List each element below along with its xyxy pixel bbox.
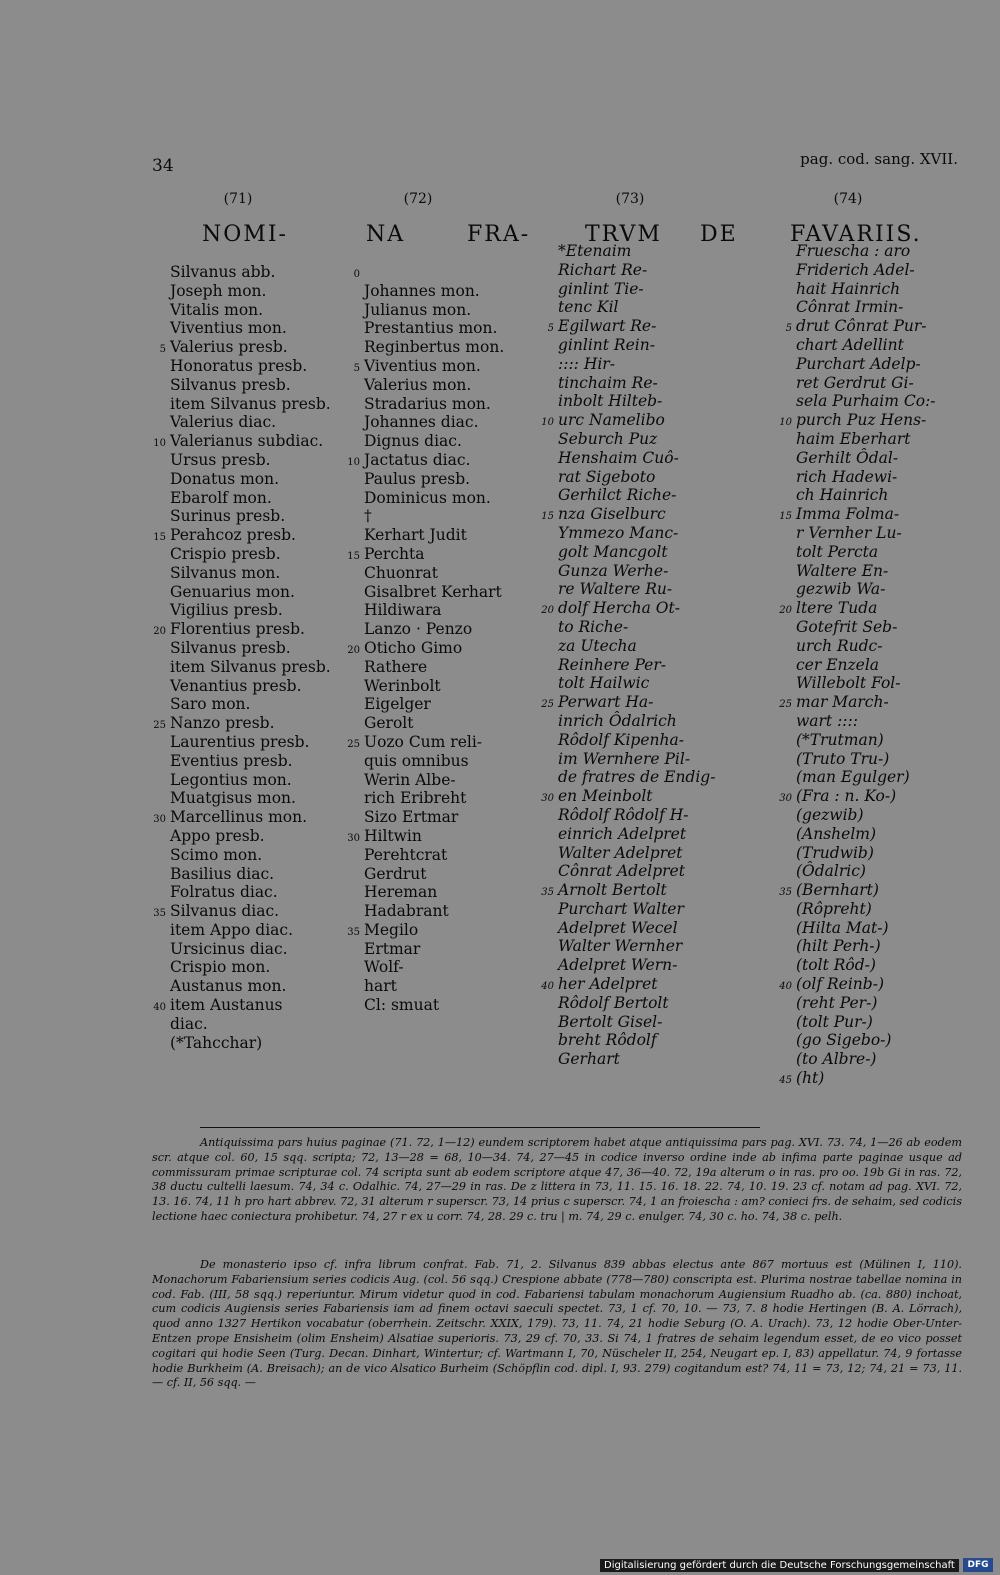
col71-line: Vigilius presb. [170,601,283,620]
col73-line: Gunza Werhe- [558,561,669,580]
col71-line: Appo presb. [170,826,265,845]
critical-notes-text: Antiquissima pars huius paginae (71. 72, 1—12) eundem scriptorem habet atque antiquissima pars pag. XVI. 73. 74, 1—26 ab eodem scr. atque col. 60, 15 sqq. scripta; 72, 13—28 = 68, 10—34. 74, 27—45 in codice inverso ordine inde ab infima parte paginae usque ad commissuram primae scripturae col. 74 scripta sunt ab eodem scriptore atque 47, 36—40. 72, 19a alterum o in ras. pro oo. 19b Gi in ras. 72, 38 ductu cultelli laesum. 74, 34 c. Odalhic. 74, 27—29 in ras. De z littera in 73, 11. 15. 16. 18. 22. 74, 10. 19. 23 cf. notam ad pag. XVI. 72, 13. 16. 74, 11 h pro hart abbrev. 72, 31 alterum r superscr. 73, 14 prius c superscr. 74, 1 an froiescha : am? conieci frs. de sehaim, sed codicis lectione haec coniectura prohibetur. 74, 27 r ex u corr. 74, 28. 29 c. tru | m. 74, 29 c. enulger. 74, 30 c. ho. 74, 38 c. pelh. [152,1136,962,1223]
page-number: 34 [152,156,174,176]
col73-line: Henshaim Cuô- [558,448,679,467]
col74-line: Imma Folma- 15 [796,505,936,524]
col73-line: za Utecha [558,636,637,655]
line-number: 15 [347,550,360,562]
col71-line: Silvanus abb. [170,263,276,281]
line-number: 10 [347,456,360,468]
col73-line: breht Rôdolf [558,1031,657,1050]
col72-line: Rathere [364,657,428,676]
col72-line: Megilo 35 [364,921,504,940]
col72-line: † [364,507,372,526]
col71-line: Viventius mon. [170,319,287,338]
col72-line: Julianus mon. [364,300,472,319]
col71-line: Silvanus presb. [170,638,291,657]
commentary-notes [152,1258,962,1391]
col73-line: Bertolt Gisel- [558,1012,663,1031]
col73-line: Cônrat Adelpret [558,862,685,881]
col74-line: (to Albre-) [796,1050,877,1069]
col73-line: tinchaim Re- [558,373,658,392]
col71-line: Nanzo presb. 25 [170,714,331,733]
col74-line: Gotefrit Seb- [796,617,898,636]
line-number: 35 [541,887,554,899]
col71-line: Saro mon. [170,695,251,714]
col73-line: Adelpret Wecel [558,918,678,937]
col71-line: Venantius presb. [170,676,302,695]
col72-line: Gerdrut [364,864,427,883]
col72-line: Gerolt [364,714,414,733]
col71-line: Joseph mon. [170,281,267,300]
line-number: 45 [779,1075,792,1087]
col72-line: Johannes mon. [364,281,480,300]
col73-line: im Wernhere Pil- [558,749,691,768]
col74-line: (Bernhart) 35 [796,881,936,900]
commentary-notes-text: De monasterio ipso cf. infra librum confrat. Fab. 71, 2. Silvanus 839 abbas electus ante 867 mortuus est (Mülinen I, 110). Monachorum Fabariensium series codicis Aug. (col. 56 sqq.) Crespione abbate (778—780) conscripta est. Plurima nostrae tabellae nomina in cod. Fab. (III, 58 sqq.) reperiuntur. Mirum videtur quod in cod. Fabariensi tabulam monachorum Augiensium Ruadho ab. (ca. 880) inchoat, cum codicis Augiensis series Fabariensis iam ad finem octavi saeculi spectet. 73, 1 cf. 70, 10. — 73, 7. 8 hodie Hertingen (B. A. Lörrach), quod anno 1327 Hertikon vocabatur (oberrhein. Zeitschr. XXIX, 179). 73, 11. 74, 21 hodie Seburg (O. A. Urach). 73, 12 hodie Ober-Unter-Entzen prope Ensisheim (olim Ensheim) Alsatiae superioris. 73, 29 cf. 70, 33. Si 74, 1 fratres de sehaim legendum esset, de eo vico posset cogitari qui hodie Seen (Turg. Decan. Dinhart, Wintertur; cf. Wartmann I, 70, Nüscheler II, 254, Neugart ep. I, 83) appellatur. 74, 9 fortasse hodie Burkheim (A. Breisach); an de vico Alsatico Burheim (Schöpflin cod. dipl. I, 93. 279) cogitandum est? 74, 11 = 73, 12; 74, 21 = 73, 11. — cf. II, 56 sqq. — [152,1258,962,1390]
col74-line: (ht) 45 [796,1069,936,1088]
col72-line: quis omnibus [364,751,469,770]
col74-line: (reht Per-) [796,993,878,1012]
col74-line: wart :::: [796,711,858,730]
col73-line: Purchart Walter [558,899,684,918]
col72-line: Sizo Ertmar [364,808,459,827]
line-number: 20 [541,605,554,617]
line-number: 10 [153,438,166,450]
col72-line: Prestantius mon. [364,319,498,338]
col71-line: Laurentius presb. [170,732,310,751]
col73-line: golt Mancgolt [558,542,668,561]
col73-line: Gerhilct Riche- [558,486,677,505]
col71-line: Scimo mon. [170,845,263,864]
col71-line: Legontius mon. [170,770,292,789]
col73-line: Egilwart Re- 5 [558,317,715,336]
col74-line: rich Hadewi- [796,467,898,486]
col74-line: Purchart Adelp- [796,354,921,373]
col71-line: Valerius diac. [170,413,277,432]
col71-line: Eventius presb. [170,751,293,770]
col74-line: Gerhilt Ôdal- [796,448,899,467]
title-part-2: NA [366,222,406,247]
col73-line: tolt Hailwic [558,674,650,693]
col72-line: Uozo Cum reli- 25 [364,733,504,752]
col74-line: ltere Tuda 20 [796,599,936,618]
col72-line: Eigelger [364,695,431,714]
col73-line: Rôdolf Kipenha- [558,730,684,749]
column-71 [153,263,331,1052]
col71-line: Ursus presb. [170,450,271,469]
col73-line: Rôdolf Bertolt [558,993,669,1012]
col73-line: :::: Hir- [558,354,615,373]
col72-line: rich Eribreht [364,789,467,808]
col73-line: dolf Hercha Ot- 20 [558,599,715,618]
line-number: 5 [785,323,792,335]
col72-line: Hadabrant [364,902,449,921]
col71-line: Basilius diac. [170,864,275,883]
line-number: 10 [541,417,554,429]
line-number: 35 [153,908,166,920]
title-part-1: NOMI- [202,222,288,247]
line-number: 30 [347,832,360,844]
col71-line: Silvanus presb. [170,375,291,394]
col71-line: item Appo diac. [170,920,294,939]
column-73 [541,242,716,1069]
col74-line: ch Hainrich [796,486,889,505]
col73-line: Reinhere Per- [558,655,667,674]
col74-line: gezwib Wa- [796,580,886,599]
col73-line: en Meinbolt 30 [558,787,715,806]
col71-line: item Silvanus presb. [170,657,331,676]
col72-line: Reginbertus mon. [364,338,505,357]
col74-line: mar March- 25 [796,693,936,712]
col71-line: Perahcoz presb. 15 [170,526,331,545]
col74-line: Cônrat Irmin- [796,298,904,317]
col72-line: Hereman [364,883,438,902]
col74-line: (tolt Pur-) [796,1012,873,1031]
col73-line: einrich Adelpret [558,824,687,843]
col71-line: Ursicinus diac. [170,939,288,958]
line-number: 5 [159,344,166,356]
col73-line: Adelpret Wern- [558,956,678,975]
col71-line: Austanus mon. [170,977,287,996]
title-part-4: TRVM [585,222,662,247]
col73-line: *Etenaim [558,242,632,260]
col71-line: item Silvanus presb. [170,394,331,413]
col74-line: chart Adellint [796,335,904,354]
line-number: 5 [547,323,554,335]
col71-line: Ebarolf mon. [170,488,272,507]
dfg-logo [963,1558,993,1572]
line-number: 15 [541,511,554,523]
line-number: 25 [347,738,360,750]
col74-line: (tolt Rôd-) [796,956,876,975]
col73-line: ginlint Rein- [558,335,655,354]
col72-line: Perchta 15 [364,545,504,564]
line-number: 40 [779,981,792,993]
col72-line: Werinbolt [364,676,441,695]
col72-line: Wolf- [364,958,404,977]
col73-line: rat Sigeboto [558,467,656,486]
col71-line: Crispio presb. [170,544,281,563]
col74-line: (Rôpreht) [796,899,872,918]
col72-line: Werin Albe- [364,770,456,789]
col74-line: haim Eberhart [796,429,911,448]
col72-line: Kerhart Judit [364,526,467,545]
column-number-71: (71) [223,191,253,207]
col71-line: (*Tahcchar) [170,1033,263,1052]
column-72 [347,263,505,1015]
col73-line: Ymmezo Manc- [558,523,679,542]
col74-line: (man Egulger) [796,768,910,787]
col72-line: Hiltwin 30 [364,827,504,846]
title-part-3: FRA- [467,222,531,247]
col71-line: Folratus diac. [170,883,278,902]
col74-line: urch Rudc- [796,636,883,655]
line-number: 30 [153,814,166,826]
col72-line: Hildiwara [364,601,442,620]
line-number: 20 [779,605,792,617]
col74-line: (Trudwib) [796,843,874,862]
funding-footer: Digitalisierung gefördert durch die Deutsche Forschungsgemeinschaft [600,1559,959,1572]
col72-line: Lanzo · Penzo [364,620,473,639]
col72-line: Oticho Gimo 20 [364,639,504,658]
col74-line: purch Puz Hens- 10 [796,411,936,430]
col71-line: Muatgisus mon. [170,789,296,808]
col72-line: Stradarius mon. [364,394,491,413]
col73-line: Arnolt Bertolt 35 [558,881,715,900]
col71-line: Crispio mon. [170,958,271,977]
col74-line: r Vernher Lu- [796,523,902,542]
col74-line: Willebolt Fol- [796,674,901,693]
col71-line: Donatus mon. [170,469,280,488]
line-number: 30 [779,793,792,805]
col74-line: tolt Percta [796,542,879,561]
line-number: 40 [153,1002,166,1014]
line-number: 25 [541,699,554,711]
col74-line: (Fra : n. Ko-) 30 [796,787,936,806]
col72-line: Dignus diac. [364,432,462,451]
col73-line: re Waltere Ru- [558,580,673,599]
col73-line: inrich Ôdalrich [558,711,677,730]
col72-line [353,263,504,282]
title-part-6: FAVARIIS. [790,222,922,247]
line-number: 20 [347,644,360,656]
col71-line: Valerianus subdiac. 10 [170,432,331,451]
col73-line: ginlint Tie- [558,279,644,298]
col74-line: (hilt Perh-) [796,937,881,956]
col72-line: Perehtcrat [364,845,448,864]
col73-line: Rôdolf Rôdolf H- [558,805,689,824]
col74-line: (*Trutman) [796,730,884,749]
col74-line: (Ôdalric) [796,862,866,881]
col74-line: ret Gerdrut Gi- [796,373,914,392]
col74-line: hait Hainrich [796,279,901,298]
col74-line: (Hilta Mat-) [796,918,889,937]
col73-line: inbolt Hilteb- [558,392,663,411]
dfg-logo-text: DFG [967,1560,989,1570]
col71-line: Surinus presb. [170,507,286,526]
col71-line: Vitalis mon. [170,300,264,319]
col71-line: Valerius presb. 5 [170,338,331,357]
column-74 [779,242,936,1088]
line-number: 40 [541,981,554,993]
col73-line: Walter Adelpret [558,843,683,862]
col72-line: Ertmar [364,939,421,958]
col72-line: Cl: smuat [364,996,440,1015]
col73-line: her Adelpret 40 [558,975,715,994]
col74-line: (Anshelm) [796,824,877,843]
line-number: 15 [153,532,166,544]
col74-line: (gezwib) [796,805,864,824]
col71-line: Florentius presb. 20 [170,620,331,639]
col71-line: Silvanus diac. 35 [170,902,331,921]
col71-line: item Austanus 40 [170,996,331,1015]
col71-line: Silvanus mon. [170,563,281,582]
col74-line: (olf Reinb-) 40 [796,975,936,994]
col71-line: Honoratus presb. [170,356,308,375]
column-number-72: (72) [403,191,433,207]
col73-line: Richart Re- [558,260,648,279]
col73-line: to Riche- [558,617,629,636]
line-number: 20 [153,626,166,638]
col72-line: Johannes diac. [364,413,479,432]
col73-line: Seburch Puz [558,429,658,448]
column-number-73: (73) [615,191,645,207]
col72-line: hart [364,977,397,996]
line-number: 15 [779,511,792,523]
line-number: 25 [153,720,166,732]
col72-line: Gisalbret Kerhart [364,582,502,601]
line-number: 5 [353,362,360,374]
line-number: 30 [541,793,554,805]
footnote-rule [200,1127,760,1128]
col74-line: drut Cônrat Pur- 5 [796,317,936,336]
line-number: 10 [779,417,792,429]
col72-line: Valerius mon. [364,375,472,394]
column-number-74: (74) [833,191,863,207]
col73-line: de fratres de Endig- [558,768,716,787]
line-number: 35 [779,887,792,899]
running-head: pag. cod. sang. XVII. [800,150,958,168]
col74-line: Fruescha : aro [796,242,911,260]
line-number: 35 [347,926,360,938]
col74-line: (Truto Tru-) [796,749,890,768]
critical-notes [152,1136,962,1225]
line-number: 0 [353,269,360,280]
col73-line: urc Namelibo 10 [558,411,715,430]
col73-line: Perwart Ha- 25 [558,693,715,712]
col71-line: Genuarius mon. [170,582,295,601]
col72-line: Dominicus mon. [364,488,491,507]
col74-line: sela Purhaim Co:- [796,392,936,411]
col71-line: Marcellinus mon. 30 [170,808,331,827]
col72-line: Jactatus diac. 10 [364,451,504,470]
col73-line: Gerhart [558,1050,620,1069]
col72-line: Chuonrat [364,563,439,582]
col72-line: Paulus presb. [364,469,471,488]
col71-line: diac. [170,1014,208,1033]
col73-line: Walter Wernher [558,937,683,956]
col74-line: (go Sigebo-) [796,1031,892,1050]
title-part-5: DE [700,222,738,247]
col74-line: Friderich Adel- [796,260,915,279]
col73-line: tenc Kil [558,298,619,317]
col72-line: Viventius mon. 5 [364,357,504,376]
col74-line: cer Enzela [796,655,880,674]
line-number: 25 [779,699,792,711]
col73-line: nza Giselburc 15 [558,505,715,524]
col74-line: Waltere En- [796,561,889,580]
